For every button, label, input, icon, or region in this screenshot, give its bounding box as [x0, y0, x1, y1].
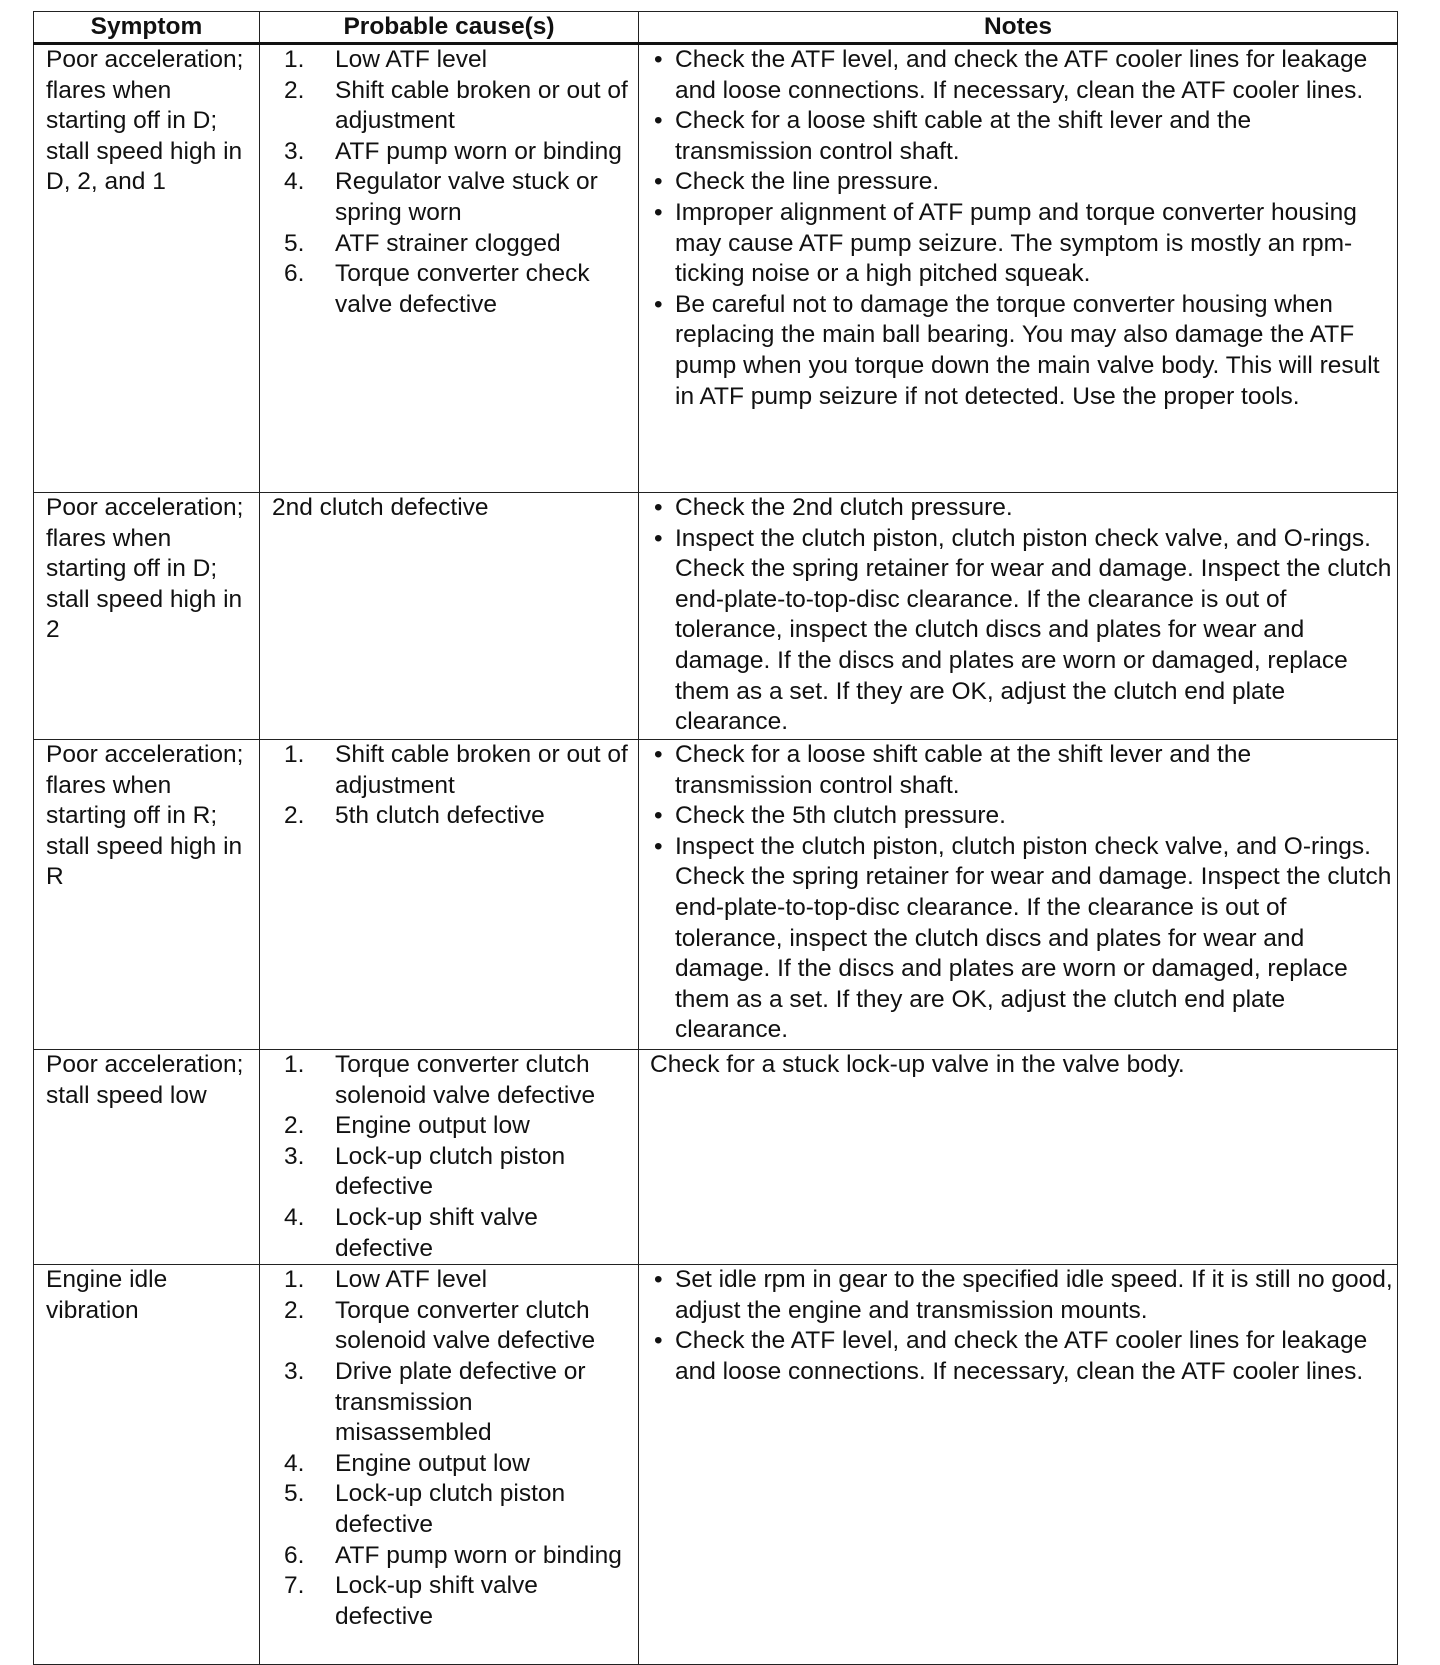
table-row [34, 493, 1398, 740]
cause-item: 2. Torque converter clutch solenoid valve defective [284, 1296, 596, 1355]
notes-cell [639, 1050, 1398, 1265]
cause-item: 5. ATF strainer clogged [284, 229, 561, 257]
cause-list [272, 1265, 634, 1632]
notes-cell [639, 740, 1398, 1050]
table-row [34, 1050, 1398, 1265]
note-item: • Check the ATF level, and check the ATF cooler lines for leakage and loose connections. If necessary, clean the ATF cooler lines. [654, 1327, 1368, 1385]
cause-item: 2. 5th clutch defective [284, 802, 545, 830]
note-item: • Check the 2nd clutch pressure. [654, 494, 1013, 521]
cause-item: 1. Low ATF level [284, 46, 488, 73]
troubleshooting-page [33, 11, 1397, 1665]
note-item: • Inspect the clutch piston, clutch piston check valve, and O-rings. Check the spring retainer for wear and damage. Inspect the clutch end-plate-to-top-disc clearance. If the clearance is out of tolerance, inspect the clutch discs and plates for wear and damage. If the discs and plates are worn or damaged, replace them as a set. If they are OK, adjust the clutch end plate clearance. [654, 524, 1392, 736]
notes-list [650, 45, 1393, 412]
symptom-cell: Poor acceleration; flares when starting off in D; stall speed high in 2 [34, 493, 260, 740]
cause-cell [260, 44, 639, 493]
cause-item: 6. ATF pump worn or binding [284, 1541, 622, 1569]
cause-item: 7. Lock-up shift valve defective [284, 1572, 538, 1630]
table-row [34, 44, 1398, 493]
header-probable-cause: Probable cause(s) [260, 12, 639, 44]
cause-item: 3. Lock-up clutch piston defective [284, 1142, 566, 1201]
notes-list [650, 740, 1393, 1046]
symptom-cell: Engine idle vibration [34, 1265, 260, 1665]
cause-cell [260, 1265, 639, 1665]
symptom-cell: Poor acceleration; stall speed low [34, 1050, 260, 1265]
cause-item: 2. Engine output low [284, 1112, 530, 1140]
cause-cell [260, 740, 639, 1050]
cause-item: 1. Shift cable broken or out of adjustment [284, 741, 628, 799]
cause-item: 6. Torque converter check valve defective [284, 260, 590, 318]
header-symptom: Symptom [34, 12, 260, 44]
note-item: • Improper alignment of ATF pump and torque converter housing may cause ATF pump seizure. The symptom is mostly an rpm-ticking noise or a high pitched squeak. [654, 198, 1357, 288]
note-item: • Check the 5th clutch pressure. [654, 802, 1006, 830]
cause-item: 5. Lock-up clutch piston defective [284, 1480, 566, 1538]
cause-list [272, 45, 634, 320]
note-item: • Check the ATF level, and check the ATF cooler lines for leakage and loose connections. If necessary, clean the ATF cooler lines. [654, 46, 1368, 104]
table-row [34, 1265, 1398, 1665]
cause-text: 2nd clutch defective [272, 494, 489, 521]
notes-cell [639, 1265, 1398, 1665]
notes-list [650, 1265, 1393, 1387]
notes-cell [639, 493, 1398, 740]
cause-list [272, 1050, 634, 1264]
cause-cell [260, 1050, 639, 1265]
cause-item: 3. ATF pump worn or binding [284, 137, 622, 165]
symptom-cell: Poor acceleration; flares when starting off in D; stall speed high in D, 2, and 1 [34, 44, 260, 493]
note-item: • Set idle rpm in gear to the specified idle speed. If it is still no good, adjust the engine and transmission mounts. [654, 1266, 1393, 1324]
table-row [34, 740, 1398, 1050]
note-item: • Check for a loose shift cable at the shift lever and the transmission control shaft. [654, 107, 1252, 165]
cause-list [272, 740, 634, 832]
cause-item: 4. Engine output low [284, 1449, 530, 1477]
header-notes: Notes [639, 12, 1398, 44]
cause-item: 1. Torque converter clutch solenoid valve defective [284, 1051, 596, 1109]
cause-item: 2. Shift cable broken or out of adjustment [284, 76, 628, 135]
notes-list [650, 493, 1393, 738]
cause-item: 4. Lock-up shift valve defective [284, 1203, 538, 1262]
table-header [34, 12, 1398, 44]
note-item: • Check for a loose shift cable at the shift lever and the transmission control shaft. [654, 741, 1252, 799]
cause-item: 3. Drive plate defective or transmission misassembled [284, 1357, 586, 1447]
troubleshooting-table [33, 11, 1398, 1665]
cause-cell [260, 493, 639, 740]
cause-item: 4. Regulator valve stuck or spring worn [284, 168, 598, 226]
note-item: • Check the line pressure. [654, 168, 940, 196]
notes-cell [639, 44, 1398, 493]
note-text: Check for a stuck lock-up valve in the valve body. [650, 1051, 1185, 1078]
symptom-cell: Poor acceleration; flares when starting off in R; stall speed high in R [34, 740, 260, 1050]
cause-item: 1. Low ATF level [284, 1266, 488, 1294]
note-item: • Inspect the clutch piston, clutch piston check valve, and O-rings. Check the spring retainer for wear and damage. Inspect the clutch end-plate-to-top-disc clearance. If the clearance is out of tolerance, inspect the clutch discs and plates for wear and damage. If the discs and plates are worn or damaged, replace them as a set. If they are OK, adjust the clutch end plate clearance. [654, 832, 1392, 1044]
note-item: • Be careful not to damage the torque converter housing when replacing the main ball bearing. You may also damage the ATF pump when you torque down the main valve body. This will result in ATF pump seizure if not detected. Use the proper tools. [654, 290, 1380, 410]
